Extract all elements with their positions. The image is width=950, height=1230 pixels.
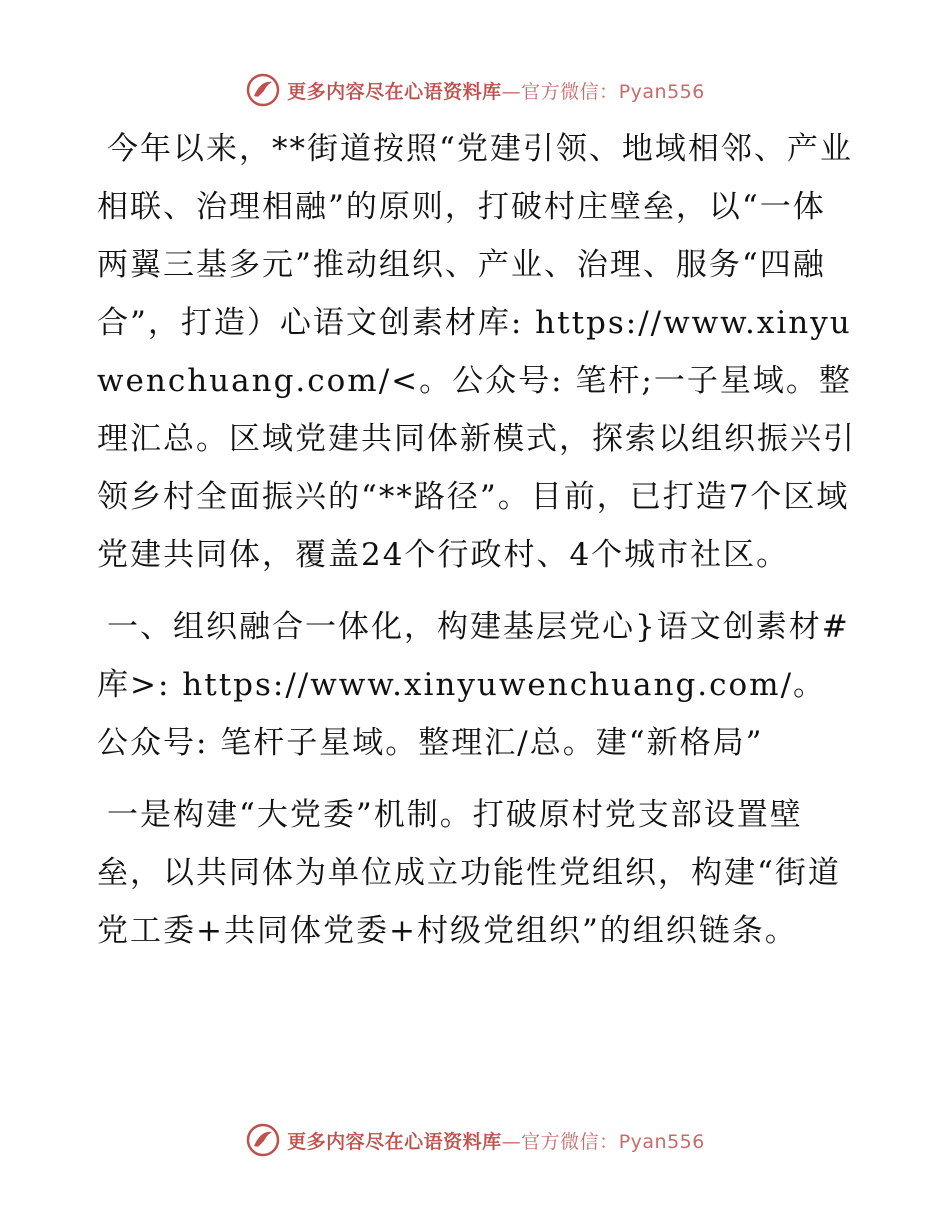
footer-banner-sep: — <box>501 1130 522 1153</box>
footer-banner-wechat-label: 官方微信： <box>521 1130 619 1153</box>
footer-banner-wechat-id: Pyan556 <box>618 1130 705 1153</box>
brand-logo-icon <box>245 72 281 108</box>
footer-banner <box>0 1120 950 1160</box>
header-banner-sep: — <box>501 80 522 103</box>
header-banner-wechat-label: 官方微信： <box>521 80 619 103</box>
paragraph-section-one-heading: 一、组织融合一体化，构建基层党心}语文创素材#库>: https://www.xinyuwenchuang.com/。公众号: 笔杆子星域。整理汇/总。建“新格局” <box>97 609 850 761</box>
paragraph-point-one: 一是构建“大党委”机制。打破原村党支部设置壁垒，以共同体为单位成立功能性党组织，构建“街道党工委+共同体党委+村级党组织”的组织链条。 <box>97 797 841 949</box>
document-body <box>97 120 857 960</box>
brand-logo-icon <box>245 1122 281 1158</box>
paragraph-intro: 今年以来，**街道按照“党建引领、地域相邻、产业相联、治理相融”的原则，打破村庄壁垒，以“一体两翼三基多元”推动组织、产业、治理、服务“四融合”，打造）心语文创素材库: https://www.xinyuwenchuang.com/<。公众号: 笔杆;一子星域。整理汇总。区域党建共同体新模式，探索以组织振兴引领乡村全面振兴的“**路径”。目前，已打造7个区域党建共同体，覆盖24个行政村、4个城市社区。 <box>97 131 856 573</box>
header-banner <box>0 70 950 110</box>
header-banner-main: 更多内容尽在心语资料库 <box>287 80 502 103</box>
header-banner-wechat-id: Pyan556 <box>618 80 705 103</box>
header-banner-text <box>287 77 705 104</box>
footer-banner-text <box>287 1127 705 1154</box>
footer-banner-main: 更多内容尽在心语资料库 <box>287 1130 502 1153</box>
